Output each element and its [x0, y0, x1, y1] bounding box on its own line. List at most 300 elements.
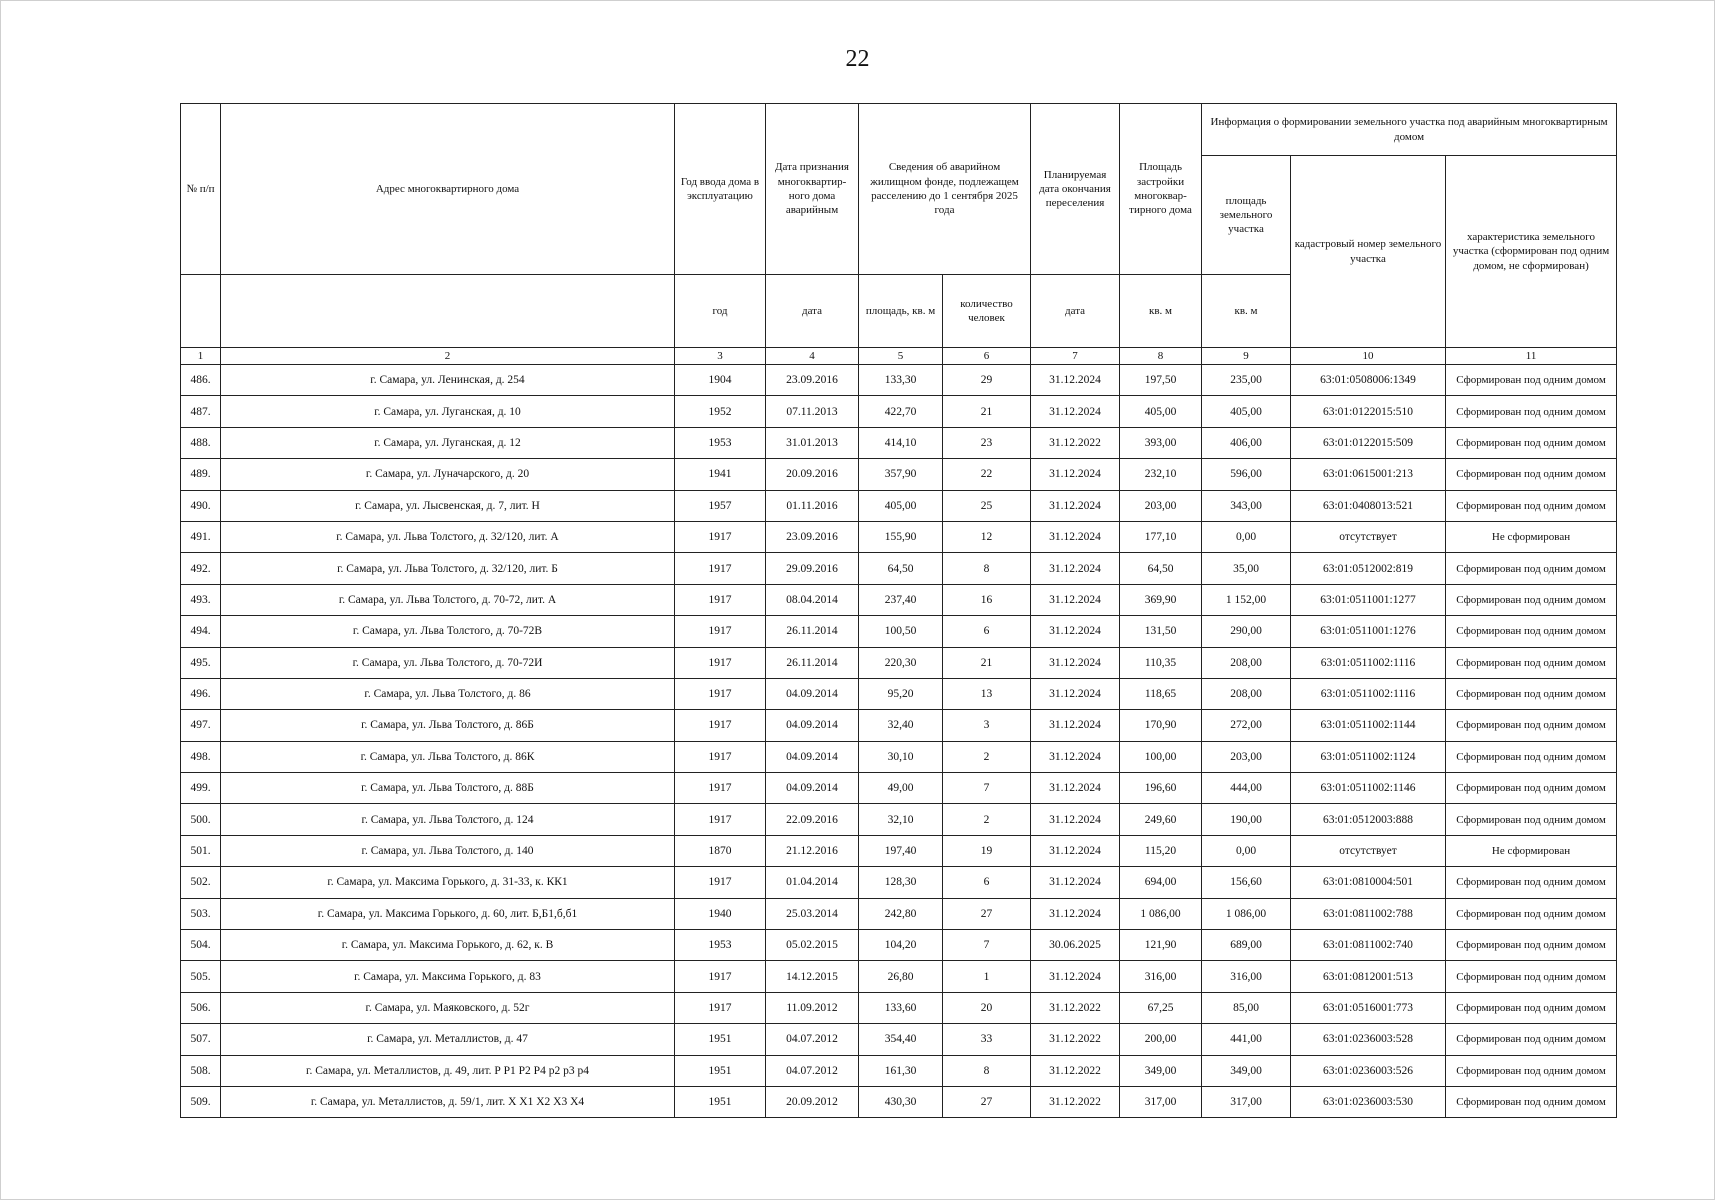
cell-row-number: 500.	[181, 804, 221, 835]
table-row	[181, 616, 1617, 647]
cell-area: 64,50	[859, 553, 943, 584]
cell-cadastral-number: 63:01:0511001:1277	[1291, 584, 1446, 615]
cell-land-status: Сформирован под одним домом	[1446, 1055, 1617, 1086]
cell-people: 21	[943, 647, 1031, 678]
cell-land-status: Сформирован под одним домом	[1446, 459, 1617, 490]
cell-building-area: 110,35	[1120, 647, 1202, 678]
cell-planned-date: 31.12.2024	[1031, 521, 1120, 552]
cell-year: 1940	[675, 898, 766, 929]
cell-land-area: 343,00	[1202, 490, 1291, 521]
header-unit-people: количество человек	[943, 275, 1031, 348]
cell-cadastral-number: 63:01:0508006:1349	[1291, 365, 1446, 396]
cell-land-area: 316,00	[1202, 961, 1291, 992]
cell-planned-date: 31.12.2024	[1031, 459, 1120, 490]
cell-people: 25	[943, 490, 1031, 521]
cell-date-recognized: 20.09.2016	[766, 459, 859, 490]
cell-cadastral-number: 63:01:0812001:513	[1291, 961, 1446, 992]
table-row	[181, 490, 1617, 521]
cell-address: г. Самара, ул. Луганская, д. 10	[221, 396, 675, 427]
cell-land-area: 1 152,00	[1202, 584, 1291, 615]
cell-land-status: Сформирован под одним домом	[1446, 678, 1617, 709]
cell-land-status: Сформирован под одним домом	[1446, 1086, 1617, 1117]
cell-planned-date: 31.12.2022	[1031, 1055, 1120, 1086]
cell-row-number: 488.	[181, 427, 221, 458]
cell-cadastral-number: отсутствует	[1291, 521, 1446, 552]
header-unit-building-area: кв. м	[1120, 275, 1202, 348]
header-no: № п/п	[181, 104, 221, 275]
cell-planned-date: 31.12.2024	[1031, 616, 1120, 647]
cell-land-area: 444,00	[1202, 773, 1291, 804]
cell-address: г. Самара, ул. Максима Горького, д. 60, лит. Б,Б1,б,б1	[221, 898, 675, 929]
cell-area: 133,60	[859, 992, 943, 1023]
cell-year: 1917	[675, 710, 766, 741]
cell-address: г. Самара, ул. Льва Толстого, д. 32/120, лит. А	[221, 521, 675, 552]
cell-date-recognized: 29.09.2016	[766, 553, 859, 584]
cell-land-status: Сформирован под одним домом	[1446, 992, 1617, 1023]
cell-date-recognized: 04.07.2012	[766, 1055, 859, 1086]
cell-cadastral-number: 63:01:0236003:526	[1291, 1055, 1446, 1086]
cell-cadastral-number: 63:01:0516001:773	[1291, 992, 1446, 1023]
cell-row-number: 487.	[181, 396, 221, 427]
cell-year: 1917	[675, 773, 766, 804]
table-row	[181, 804, 1617, 835]
cell-land-area: 596,00	[1202, 459, 1291, 490]
cell-area: 32,10	[859, 804, 943, 835]
cell-planned-date: 31.12.2024	[1031, 678, 1120, 709]
table-row	[181, 678, 1617, 709]
cell-people: 22	[943, 459, 1031, 490]
table-row	[181, 1024, 1617, 1055]
cell-row-number: 494.	[181, 616, 221, 647]
cell-people: 3	[943, 710, 1031, 741]
cell-land-area: 406,00	[1202, 427, 1291, 458]
cell-date-recognized: 23.09.2016	[766, 521, 859, 552]
cell-land-status: Сформирован под одним домом	[1446, 898, 1617, 929]
header-land-info: Информация о формировании земельного участка под аварийным многоквартирным домом	[1202, 104, 1617, 156]
cell-year: 1904	[675, 365, 766, 396]
cell-cadastral-number: 63:01:0512002:819	[1291, 553, 1446, 584]
cell-year: 1917	[675, 804, 766, 835]
cell-address: г. Самара, ул. Металлистов, д. 59/1, лит. Х Х1 Х2 Х3 Х4	[221, 1086, 675, 1117]
cell-planned-date: 31.12.2024	[1031, 835, 1120, 866]
cell-area: 30,10	[859, 741, 943, 772]
cell-cadastral-number: 63:01:0511002:1116	[1291, 678, 1446, 709]
table-row	[181, 396, 1617, 427]
cell-land-status: Сформирован под одним домом	[1446, 490, 1617, 521]
cell-address: г. Самара, ул. Максима Горького, д. 31-33, к. КК1	[221, 867, 675, 898]
cell-land-status: Сформирован под одним домом	[1446, 741, 1617, 772]
cell-cadastral-number: 63:01:0511002:1144	[1291, 710, 1446, 741]
cell-address: г. Самара, ул. Максима Горького, д. 62, к. В	[221, 930, 675, 961]
header-unit-land-area: кв. м	[1202, 275, 1291, 348]
cell-date-recognized: 22.09.2016	[766, 804, 859, 835]
cell-area: 220,30	[859, 647, 943, 678]
cell-address: г. Самара, ул. Льва Толстого, д. 70-72В	[221, 616, 675, 647]
cell-address: г. Самара, ул. Льва Толстого, д. 70-72, лит. А	[221, 584, 675, 615]
cell-land-status: Сформирован под одним домом	[1446, 773, 1617, 804]
cell-cadastral-number: 63:01:0511002:1116	[1291, 647, 1446, 678]
cell-planned-date: 31.12.2022	[1031, 992, 1120, 1023]
cell-land-area: 349,00	[1202, 1055, 1291, 1086]
cell-year: 1917	[675, 584, 766, 615]
cell-area: 414,10	[859, 427, 943, 458]
cell-area: 242,80	[859, 898, 943, 929]
header-land-area: площадь земельного участка	[1202, 156, 1291, 275]
cell-year: 1953	[675, 930, 766, 961]
cell-area: 422,70	[859, 396, 943, 427]
cell-building-area: 197,50	[1120, 365, 1202, 396]
table-row	[181, 1086, 1617, 1117]
cell-people: 33	[943, 1024, 1031, 1055]
cell-land-status: Сформирован под одним домом	[1446, 616, 1617, 647]
cell-planned-date: 31.12.2024	[1031, 490, 1120, 521]
cell-date-recognized: 23.09.2016	[766, 365, 859, 396]
cell-land-area: 272,00	[1202, 710, 1291, 741]
cell-land-area: 208,00	[1202, 647, 1291, 678]
cell-building-area: 196,60	[1120, 773, 1202, 804]
table-row	[181, 365, 1617, 396]
cell-address: г. Самара, ул. Льва Толстого, д. 124	[221, 804, 675, 835]
cell-row-number: 507.	[181, 1024, 221, 1055]
cell-date-recognized: 14.12.2015	[766, 961, 859, 992]
cell-people: 6	[943, 616, 1031, 647]
cell-date-recognized: 04.09.2014	[766, 741, 859, 772]
cell-row-number: 496.	[181, 678, 221, 709]
cell-row-number: 490.	[181, 490, 221, 521]
cell-area: 405,00	[859, 490, 943, 521]
header-address: Адрес многоквартирного дома	[221, 104, 675, 275]
cell-address: г. Самара, ул. Льва Толстого, д. 86	[221, 678, 675, 709]
column-number: 2	[221, 348, 675, 365]
cell-date-recognized: 26.11.2014	[766, 647, 859, 678]
cell-building-area: 170,90	[1120, 710, 1202, 741]
table-row	[181, 741, 1617, 772]
cell-land-status: Сформирован под одним домом	[1446, 396, 1617, 427]
column-number: 7	[1031, 348, 1120, 365]
cell-area: 128,30	[859, 867, 943, 898]
cell-row-number: 509.	[181, 1086, 221, 1117]
column-number: 5	[859, 348, 943, 365]
column-number: 3	[675, 348, 766, 365]
cell-area: 95,20	[859, 678, 943, 709]
cell-land-area: 0,00	[1202, 835, 1291, 866]
cell-area: 49,00	[859, 773, 943, 804]
cell-cadastral-number: отсутствует	[1291, 835, 1446, 866]
header-unit-year: год	[675, 275, 766, 348]
cell-date-recognized: 20.09.2012	[766, 1086, 859, 1117]
table-row	[181, 710, 1617, 741]
cell-address: г. Самара, ул. Луначарского, д. 20	[221, 459, 675, 490]
cell-people: 19	[943, 835, 1031, 866]
cell-people: 2	[943, 804, 1031, 835]
header-date-recognized: Дата признания многоквартир-ного дома аварийным	[766, 104, 859, 275]
header-unit-planned-date: дата	[1031, 275, 1120, 348]
cell-year: 1917	[675, 961, 766, 992]
cell-land-area: 203,00	[1202, 741, 1291, 772]
cell-people: 8	[943, 1055, 1031, 1086]
cell-year: 1917	[675, 867, 766, 898]
table-row	[181, 992, 1617, 1023]
cell-row-number: 493.	[181, 584, 221, 615]
cell-area: 161,30	[859, 1055, 943, 1086]
cell-cadastral-number: 63:01:0236003:530	[1291, 1086, 1446, 1117]
cell-building-area: 131,50	[1120, 616, 1202, 647]
cell-people: 7	[943, 930, 1031, 961]
cell-land-status: Сформирован под одним домом	[1446, 427, 1617, 458]
cell-year: 1870	[675, 835, 766, 866]
cell-building-area: 118,65	[1120, 678, 1202, 709]
table-row	[181, 835, 1617, 866]
cell-year: 1951	[675, 1024, 766, 1055]
cell-row-number: 505.	[181, 961, 221, 992]
cell-planned-date: 31.12.2024	[1031, 867, 1120, 898]
cell-cadastral-number: 63:01:0810004:501	[1291, 867, 1446, 898]
cell-people: 20	[943, 992, 1031, 1023]
cell-year: 1917	[675, 647, 766, 678]
cell-building-area: 369,90	[1120, 584, 1202, 615]
cell-row-number: 499.	[181, 773, 221, 804]
cell-planned-date: 31.12.2024	[1031, 898, 1120, 929]
cell-building-area: 121,90	[1120, 930, 1202, 961]
cell-land-area: 208,00	[1202, 678, 1291, 709]
cell-planned-date: 31.12.2024	[1031, 647, 1120, 678]
cell-planned-date: 31.12.2022	[1031, 1024, 1120, 1055]
header-no-unit	[181, 275, 221, 348]
cell-land-status: Сформирован под одним домом	[1446, 365, 1617, 396]
cell-people: 16	[943, 584, 1031, 615]
cell-land-area: 190,00	[1202, 804, 1291, 835]
cell-year: 1917	[675, 741, 766, 772]
cell-cadastral-number: 63:01:0511002:1146	[1291, 773, 1446, 804]
cell-planned-date: 31.12.2024	[1031, 396, 1120, 427]
cell-planned-date: 31.12.2024	[1031, 773, 1120, 804]
cell-row-number: 502.	[181, 867, 221, 898]
cell-date-recognized: 31.01.2013	[766, 427, 859, 458]
cell-address: г. Самара, ул. Льва Толстого, д. 32/120, лит. Б	[221, 553, 675, 584]
cell-building-area: 177,10	[1120, 521, 1202, 552]
cell-area: 104,20	[859, 930, 943, 961]
cell-building-area: 249,60	[1120, 804, 1202, 835]
cell-year: 1952	[675, 396, 766, 427]
cell-row-number: 498.	[181, 741, 221, 772]
table-row	[181, 584, 1617, 615]
header-address-unit	[221, 275, 675, 348]
cell-area: 100,50	[859, 616, 943, 647]
cell-planned-date: 31.12.2024	[1031, 710, 1120, 741]
cell-row-number: 492.	[181, 553, 221, 584]
cell-row-number: 503.	[181, 898, 221, 929]
column-number: 4	[766, 348, 859, 365]
cell-row-number: 495.	[181, 647, 221, 678]
cell-land-status: Не сформирован	[1446, 521, 1617, 552]
cell-address: г. Самара, ул. Льва Толстого, д. 140	[221, 835, 675, 866]
table-row	[181, 1055, 1617, 1086]
cell-year: 1917	[675, 521, 766, 552]
header-year: Год ввода дома в эксплуатацию	[675, 104, 766, 275]
cell-date-recognized: 11.09.2012	[766, 992, 859, 1023]
cell-building-area: 67,25	[1120, 992, 1202, 1023]
cell-building-area: 405,00	[1120, 396, 1202, 427]
cell-address: г. Самара, ул. Максима Горького, д. 83	[221, 961, 675, 992]
cell-planned-date: 31.12.2024	[1031, 553, 1120, 584]
cell-area: 237,40	[859, 584, 943, 615]
cell-building-area: 64,50	[1120, 553, 1202, 584]
cell-area: 26,80	[859, 961, 943, 992]
cell-row-number: 506.	[181, 992, 221, 1023]
column-number: 8	[1120, 348, 1202, 365]
cell-planned-date: 31.12.2024	[1031, 741, 1120, 772]
cell-land-area: 317,00	[1202, 1086, 1291, 1117]
cell-land-status: Сформирован под одним домом	[1446, 961, 1617, 992]
cell-date-recognized: 25.03.2014	[766, 898, 859, 929]
column-number: 1	[181, 348, 221, 365]
cell-people: 27	[943, 898, 1031, 929]
cell-address: г. Самара, ул. Маяковского, д. 52г	[221, 992, 675, 1023]
cell-building-area: 393,00	[1120, 427, 1202, 458]
cell-people: 7	[943, 773, 1031, 804]
header-planned-date: Планируемая дата окончания переселения	[1031, 104, 1120, 275]
table-row	[181, 427, 1617, 458]
column-number: 9	[1202, 348, 1291, 365]
cell-building-area: 100,00	[1120, 741, 1202, 772]
cell-row-number: 489.	[181, 459, 221, 490]
cell-people: 29	[943, 365, 1031, 396]
cell-building-area: 1 086,00	[1120, 898, 1202, 929]
cell-row-number: 491.	[181, 521, 221, 552]
cell-building-area: 203,00	[1120, 490, 1202, 521]
cell-date-recognized: 05.02.2015	[766, 930, 859, 961]
emergency-housing-table	[180, 103, 1617, 1118]
cell-date-recognized: 04.09.2014	[766, 773, 859, 804]
cell-address: г. Самара, ул. Луганская, д. 12	[221, 427, 675, 458]
cell-area: 133,30	[859, 365, 943, 396]
cell-cadastral-number: 63:01:0122015:509	[1291, 427, 1446, 458]
cell-cadastral-number: 63:01:0511001:1276	[1291, 616, 1446, 647]
cell-land-area: 0,00	[1202, 521, 1291, 552]
table-row	[181, 867, 1617, 898]
cell-row-number: 501.	[181, 835, 221, 866]
cell-address: г. Самара, ул. Ленинская, д. 254	[221, 365, 675, 396]
cell-area: 155,90	[859, 521, 943, 552]
cell-planned-date: 31.12.2024	[1031, 365, 1120, 396]
table-row	[181, 647, 1617, 678]
cell-year: 1953	[675, 427, 766, 458]
column-number: 6	[943, 348, 1031, 365]
cell-building-area: 349,00	[1120, 1055, 1202, 1086]
cell-land-status: Сформирован под одним домом	[1446, 867, 1617, 898]
cell-year: 1951	[675, 1055, 766, 1086]
cell-people: 13	[943, 678, 1031, 709]
cell-address: г. Самара, ул. Металлистов, д. 49, лит. Р Р1 Р2 Р4 р2 р3 р4	[221, 1055, 675, 1086]
cell-land-status: Сформирован под одним домом	[1446, 1024, 1617, 1055]
cell-land-area: 290,00	[1202, 616, 1291, 647]
column-number: 10	[1291, 348, 1446, 365]
cell-date-recognized: 08.04.2014	[766, 584, 859, 615]
cell-date-recognized: 04.07.2012	[766, 1024, 859, 1055]
cell-land-area: 156,60	[1202, 867, 1291, 898]
header-building-area: Площадь застройки многоквар-тирного дома	[1120, 104, 1202, 275]
cell-land-status: Сформирован под одним домом	[1446, 710, 1617, 741]
page-number: 22	[845, 46, 870, 72]
cell-area: 32,40	[859, 710, 943, 741]
cell-land-area: 85,00	[1202, 992, 1291, 1023]
cell-row-number: 486.	[181, 365, 221, 396]
table-row	[181, 459, 1617, 490]
table-row	[181, 930, 1617, 961]
cell-planned-date: 31.12.2024	[1031, 804, 1120, 835]
cell-people: 12	[943, 521, 1031, 552]
cell-land-area: 35,00	[1202, 553, 1291, 584]
cell-year: 1951	[675, 1086, 766, 1117]
cell-planned-date: 31.12.2022	[1031, 427, 1120, 458]
cell-area: 197,40	[859, 835, 943, 866]
cell-date-recognized: 01.04.2014	[766, 867, 859, 898]
cell-planned-date: 31.12.2024	[1031, 584, 1120, 615]
cell-row-number: 508.	[181, 1055, 221, 1086]
cell-people: 23	[943, 427, 1031, 458]
cell-cadastral-number: 63:01:0811002:740	[1291, 930, 1446, 961]
cell-planned-date: 30.06.2025	[1031, 930, 1120, 961]
table-header	[181, 104, 1617, 365]
cell-year: 1957	[675, 490, 766, 521]
cell-people: 8	[943, 553, 1031, 584]
cell-land-status: Сформирован под одним домом	[1446, 584, 1617, 615]
cell-people: 27	[943, 1086, 1031, 1117]
column-number: 11	[1446, 348, 1617, 365]
cell-cadastral-number: 63:01:0512003:888	[1291, 804, 1446, 835]
cell-year: 1917	[675, 553, 766, 584]
cell-people: 21	[943, 396, 1031, 427]
cell-land-status: Сформирован под одним домом	[1446, 647, 1617, 678]
cell-address: г. Самара, ул. Льва Толстого, д. 86К	[221, 741, 675, 772]
column-number-row	[181, 348, 1617, 365]
table-body	[181, 365, 1617, 1118]
cell-cadastral-number: 63:01:0122015:510	[1291, 396, 1446, 427]
cell-date-recognized: 01.11.2016	[766, 490, 859, 521]
cell-row-number: 504.	[181, 930, 221, 961]
cell-building-area: 115,20	[1120, 835, 1202, 866]
table-row	[181, 961, 1617, 992]
cell-address: г. Самара, ул. Льва Толстого, д. 88Б	[221, 773, 675, 804]
header-land-status: характеристика земельного участка (сформирован под одним домом, не сформирован)	[1446, 156, 1617, 348]
cell-cadastral-number: 63:01:0236003:528	[1291, 1024, 1446, 1055]
cell-building-area: 232,10	[1120, 459, 1202, 490]
cell-year: 1917	[675, 678, 766, 709]
cell-row-number: 497.	[181, 710, 221, 741]
cell-year: 1917	[675, 616, 766, 647]
cell-address: г. Самара, ул. Лысвенская, д. 7, лит. Н	[221, 490, 675, 521]
header-emergency-info: Сведения об аварийном жилищном фонде, подлежащем расселению до 1 сентября 2025 года	[859, 104, 1031, 275]
cell-date-recognized: 04.09.2014	[766, 710, 859, 741]
cell-cadastral-number: 63:01:0511002:1124	[1291, 741, 1446, 772]
cell-people: 6	[943, 867, 1031, 898]
cell-area: 357,90	[859, 459, 943, 490]
cell-land-area: 441,00	[1202, 1024, 1291, 1055]
cell-address: г. Самара, ул. Льва Толстого, д. 70-72И	[221, 647, 675, 678]
cell-land-status: Сформирован под одним домом	[1446, 930, 1617, 961]
cell-land-area: 235,00	[1202, 365, 1291, 396]
cell-planned-date: 31.12.2024	[1031, 961, 1120, 992]
cell-land-area: 1 086,00	[1202, 898, 1291, 929]
table-row	[181, 773, 1617, 804]
cell-cadastral-number: 63:01:0408013:521	[1291, 490, 1446, 521]
cell-people: 1	[943, 961, 1031, 992]
cell-building-area: 200,00	[1120, 1024, 1202, 1055]
cell-date-recognized: 07.11.2013	[766, 396, 859, 427]
cell-building-area: 316,00	[1120, 961, 1202, 992]
cell-land-status: Не сформирован	[1446, 835, 1617, 866]
cell-land-status: Сформирован под одним домом	[1446, 553, 1617, 584]
